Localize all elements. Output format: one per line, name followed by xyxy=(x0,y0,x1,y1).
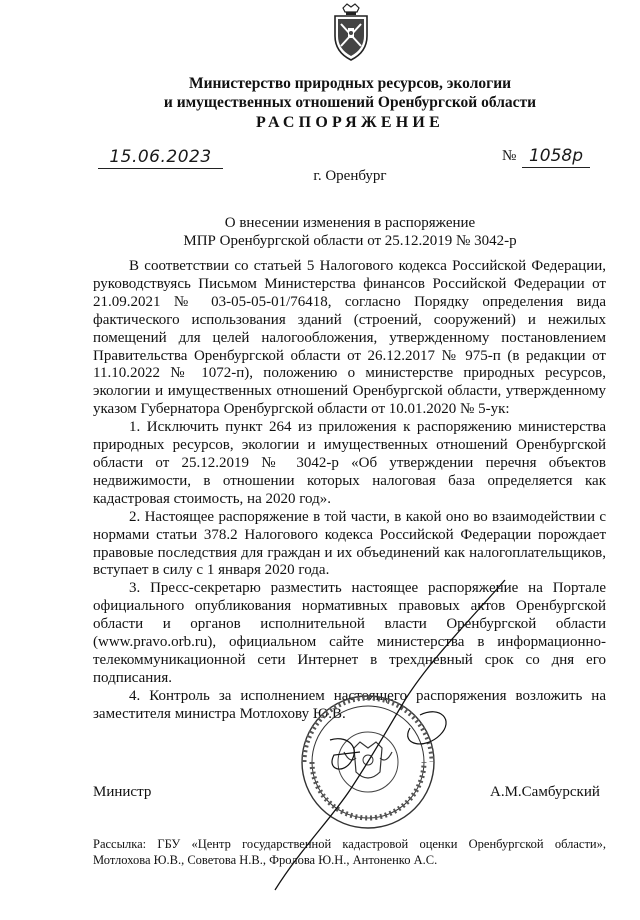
distribution-list: Рассылка: ГБУ «Центр государственной кадастровой оценки Оренбургской области», Мотлохова Ю.В., Советова Н.В., Фролова Ю.Н., Антоненко А.С. xyxy=(93,837,606,867)
document-date: 15.06.2023 xyxy=(98,146,223,169)
document-city: г. Оренбург xyxy=(313,168,387,184)
ministry-name-line2: и имущественных отношений Оренбургской области xyxy=(163,94,537,111)
body-item-3: 3. Пресс-секретарю разместить настоящее распоряжение на Портале официального опубликования нормативных правовых актов Оренбургской области и органов исполнительной власти Оренбургской области (www.pravo.orb.ru), официальном сайте министерства в информационно-телекоммуникационной сети Интернет в трехдневный срок со дня его подписания. xyxy=(93,580,606,686)
subject-line1: О внесении изменения в распоряжение xyxy=(224,215,476,231)
official-seal-icon xyxy=(298,692,438,832)
body-item-1: 1. Исключить пункт 264 из приложения к распоряжению министерства природных ресурсов, экологии и имущественных отношений Оренбургской области от 25.12.2019 № 3042-р «Об утверждении перечня объектов недвижимости, в отношении которых налоговая база определяется как кадастровая стоимость, на 2020 год». xyxy=(93,419,606,507)
signer-title: Министр xyxy=(93,784,152,800)
body-intro: В соответствии со статьей 5 Налогового кодекса Российской Федерации, руководствуясь Письмом Министерства финансов Российской Федерации от 21.09.2021 № 03-05-05-01/76418, согласно Порядку определения вида фактического использования зданий (строений, сооружений) и нежилых помещений для целей налогообложения, утвержденному постановлением Правительства Оренбургской области от 26.12.2017 № 975-п (в редакции от 11.10.2022 № 1072-п), положению о министерстве природных ресурсов, экологии и имущественных отношений Оренбургской области, утвержденному указом Губернатора Оренбургской области от 10.01.2020 № 5-ук: xyxy=(93,258,606,418)
subject-line2: МПР Оренбургской области от 25.12.2019 № 3042-р xyxy=(183,233,517,249)
document-body xyxy=(93,258,606,724)
body-item-4: 4. Контроль за исполнением настоящего распоряжения возложить на заместителя министра Мотлохову Ю.В. xyxy=(93,687,606,722)
ministry-name-line1: Министерство природных ресурсов, экологии xyxy=(188,75,512,92)
body-item-2: 2. Настоящее распоряжение в той части, в какой оно во взаимодействии с нормами статьи 378.2 Налогового кодекса Российской Федерации порождает правовые последствия для граждан и их объединений как налогоплательщиков, вступает в силу с 1 января 2020 года. xyxy=(93,508,606,579)
number-sign: № xyxy=(502,148,517,164)
signer-name: А.М.Самбурский xyxy=(490,784,600,800)
document-type: РАСПОРЯЖЕНИЕ xyxy=(256,114,444,131)
coat-of-arms-icon xyxy=(329,2,373,64)
document-number: 1058р xyxy=(522,145,590,168)
